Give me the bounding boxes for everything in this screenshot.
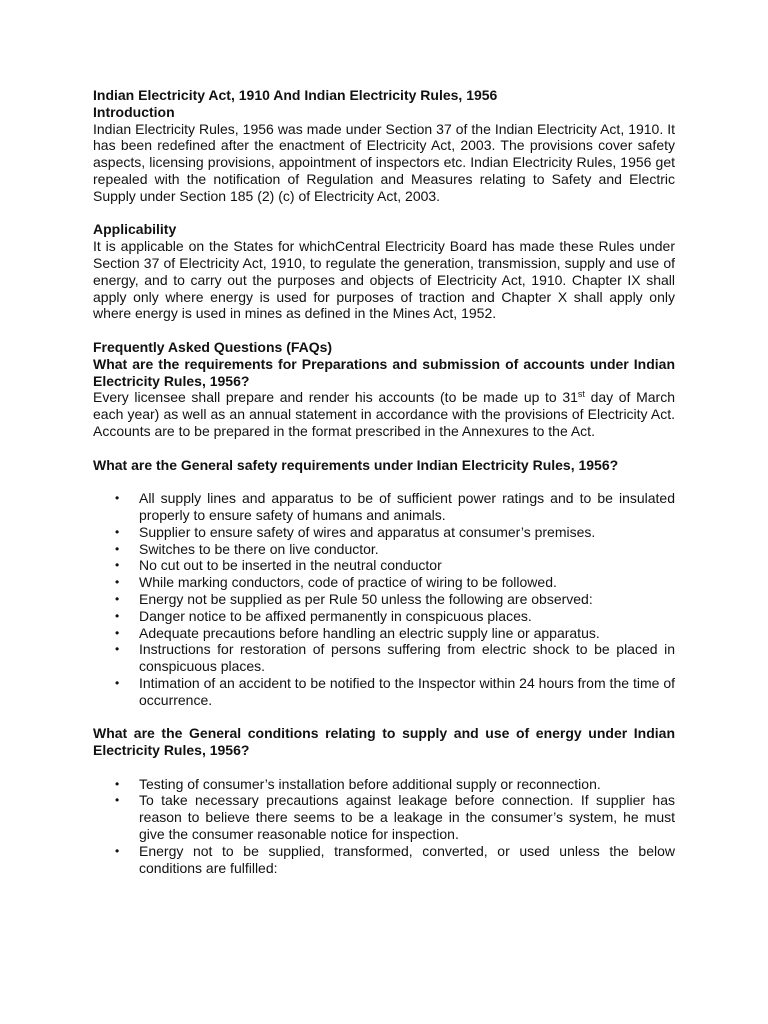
list-item [93, 574, 675, 591]
answer-text-part-1: Every licensee shall prepare and render his accounts (to be made up to 31 [93, 389, 578, 406]
document-title: Indian Electricity Act, 1910 And Indian Electricity Rules, 1956 [93, 87, 498, 103]
applicability-text: It is applicable on the States for whichCentral Electricity Board has made these Rules under Section 37 of Electricity Act, 1910, to regulate the generation, transmission, supply and use of energy, and to carry out the purposes and objects of Electricity Act, 1910. Chapter IX shall apply only where energy is used for purposes of traction and Chapter X shall apply only where energy is used in mines as defined in the Mines Act, 1952. [93, 238, 675, 322]
list-item-text: To take necessary precautions against leakage before connection. If supplier has reason to believe there seems to be a leakage in the consumer’s system, he must give the consumer reasonable notice for inspection. [139, 792, 675, 843]
ordinal-suffix: st [577, 389, 585, 400]
introduction-text: Indian Electricity Rules, 1956 was made under Section 37 of the Indian Electricity Act, 1910. It has been redefined after the enactment of Electricity Act, 2003. The provisions cover safety aspects, licensing provisions, appointment of inspectors etc. Indian Electricity Rules, 1956 get repealed with the notification of Regulation and Measures relating to Safety and Electric Supply under Section 185 (2) (c) of Electricity Act, 2003. [93, 120, 675, 204]
bullet-icon: • [115, 591, 120, 606]
bullet-icon: • [115, 558, 120, 573]
faq-heading: Frequently Asked Questions (FAQs) [93, 338, 333, 355]
list-item-text: No cut out to be inserted in the neutral conductor [139, 557, 442, 574]
list-item-text: Energy not to be supplied, transformed, converted, or used unless the below conditions are fulfilled: [139, 842, 675, 876]
list-item-text: While marking conductors, code of practice of wiring to be followed. [139, 574, 557, 591]
bullet-icon: • [115, 675, 120, 690]
supply-conditions-list [93, 776, 675, 877]
list-item-text: Testing of consumer’s installation before additional supply or reconnection. [139, 775, 601, 792]
faq-question-safety: What are the General safety requirements under Indian Electricity Rules, 1956? [93, 456, 619, 473]
faq-answer-accounts [93, 389, 675, 439]
list-item [93, 557, 675, 574]
list-item [93, 843, 675, 877]
bullet-icon: • [115, 625, 120, 640]
list-item-text: Adequate precautions before handling an electric supply line or apparatus. [139, 624, 600, 641]
list-item [93, 776, 675, 793]
answer-text-part-2: day of March each year) as well as an annual statement in accordance with the provisions of Electricity Act. Accounts are to be prepared in the format prescribed in the Annexures to the Act. [93, 389, 675, 439]
list-item-text: All supply lines and apparatus to be of sufficient power ratings and to be insulated properly to ensure safety of humans and animals. [139, 490, 675, 523]
bullet-icon: • [115, 524, 120, 539]
list-item-text: Danger notice to be affixed permanently in conspicuous places. [139, 607, 532, 624]
list-item [93, 608, 675, 625]
bullet-icon: • [115, 575, 120, 590]
list-item-text: Switches to be there on live conductor. [139, 540, 379, 557]
faq-question-accounts: What are the requirements for Preparations and submission of accounts under Indian Electricity Rules, 1956? [93, 355, 675, 389]
introduction-heading: Introduction [93, 103, 175, 120]
list-item-text: Energy not be supplied as per Rule 50 unless the following are observed: [139, 590, 593, 607]
bullet-icon: • [115, 793, 120, 808]
list-item [93, 490, 675, 524]
bullet-icon: • [115, 776, 120, 791]
safety-requirements-list [93, 490, 675, 708]
list-item-text: Supplier to ensure safety of wires and apparatus at consumer’s premises. [139, 523, 596, 540]
faq-question-supply: What are the General conditions relating to supply and use of energy under Indian Electricity Rules, 1956? [93, 725, 675, 759]
document-page [93, 87, 675, 876]
list-item [93, 625, 675, 642]
list-item [93, 524, 675, 541]
bullet-icon: • [115, 608, 120, 623]
list-item [93, 792, 675, 842]
list-item [93, 641, 675, 675]
list-item-text: Intimation of an accident to be notified to the Inspector within 24 hours from the time of occurrence. [139, 674, 675, 708]
bullet-icon: • [115, 642, 120, 657]
bullet-icon: • [115, 843, 120, 858]
applicability-heading: Applicability [93, 221, 177, 238]
list-item [93, 591, 675, 608]
bullet-icon: • [115, 491, 120, 506]
list-item [93, 675, 675, 709]
list-item [93, 541, 675, 558]
bullet-icon: • [115, 541, 120, 556]
list-item-text: Instructions for restoration of persons suffering from electric shock to be placed in conspicuous places. [139, 641, 675, 675]
